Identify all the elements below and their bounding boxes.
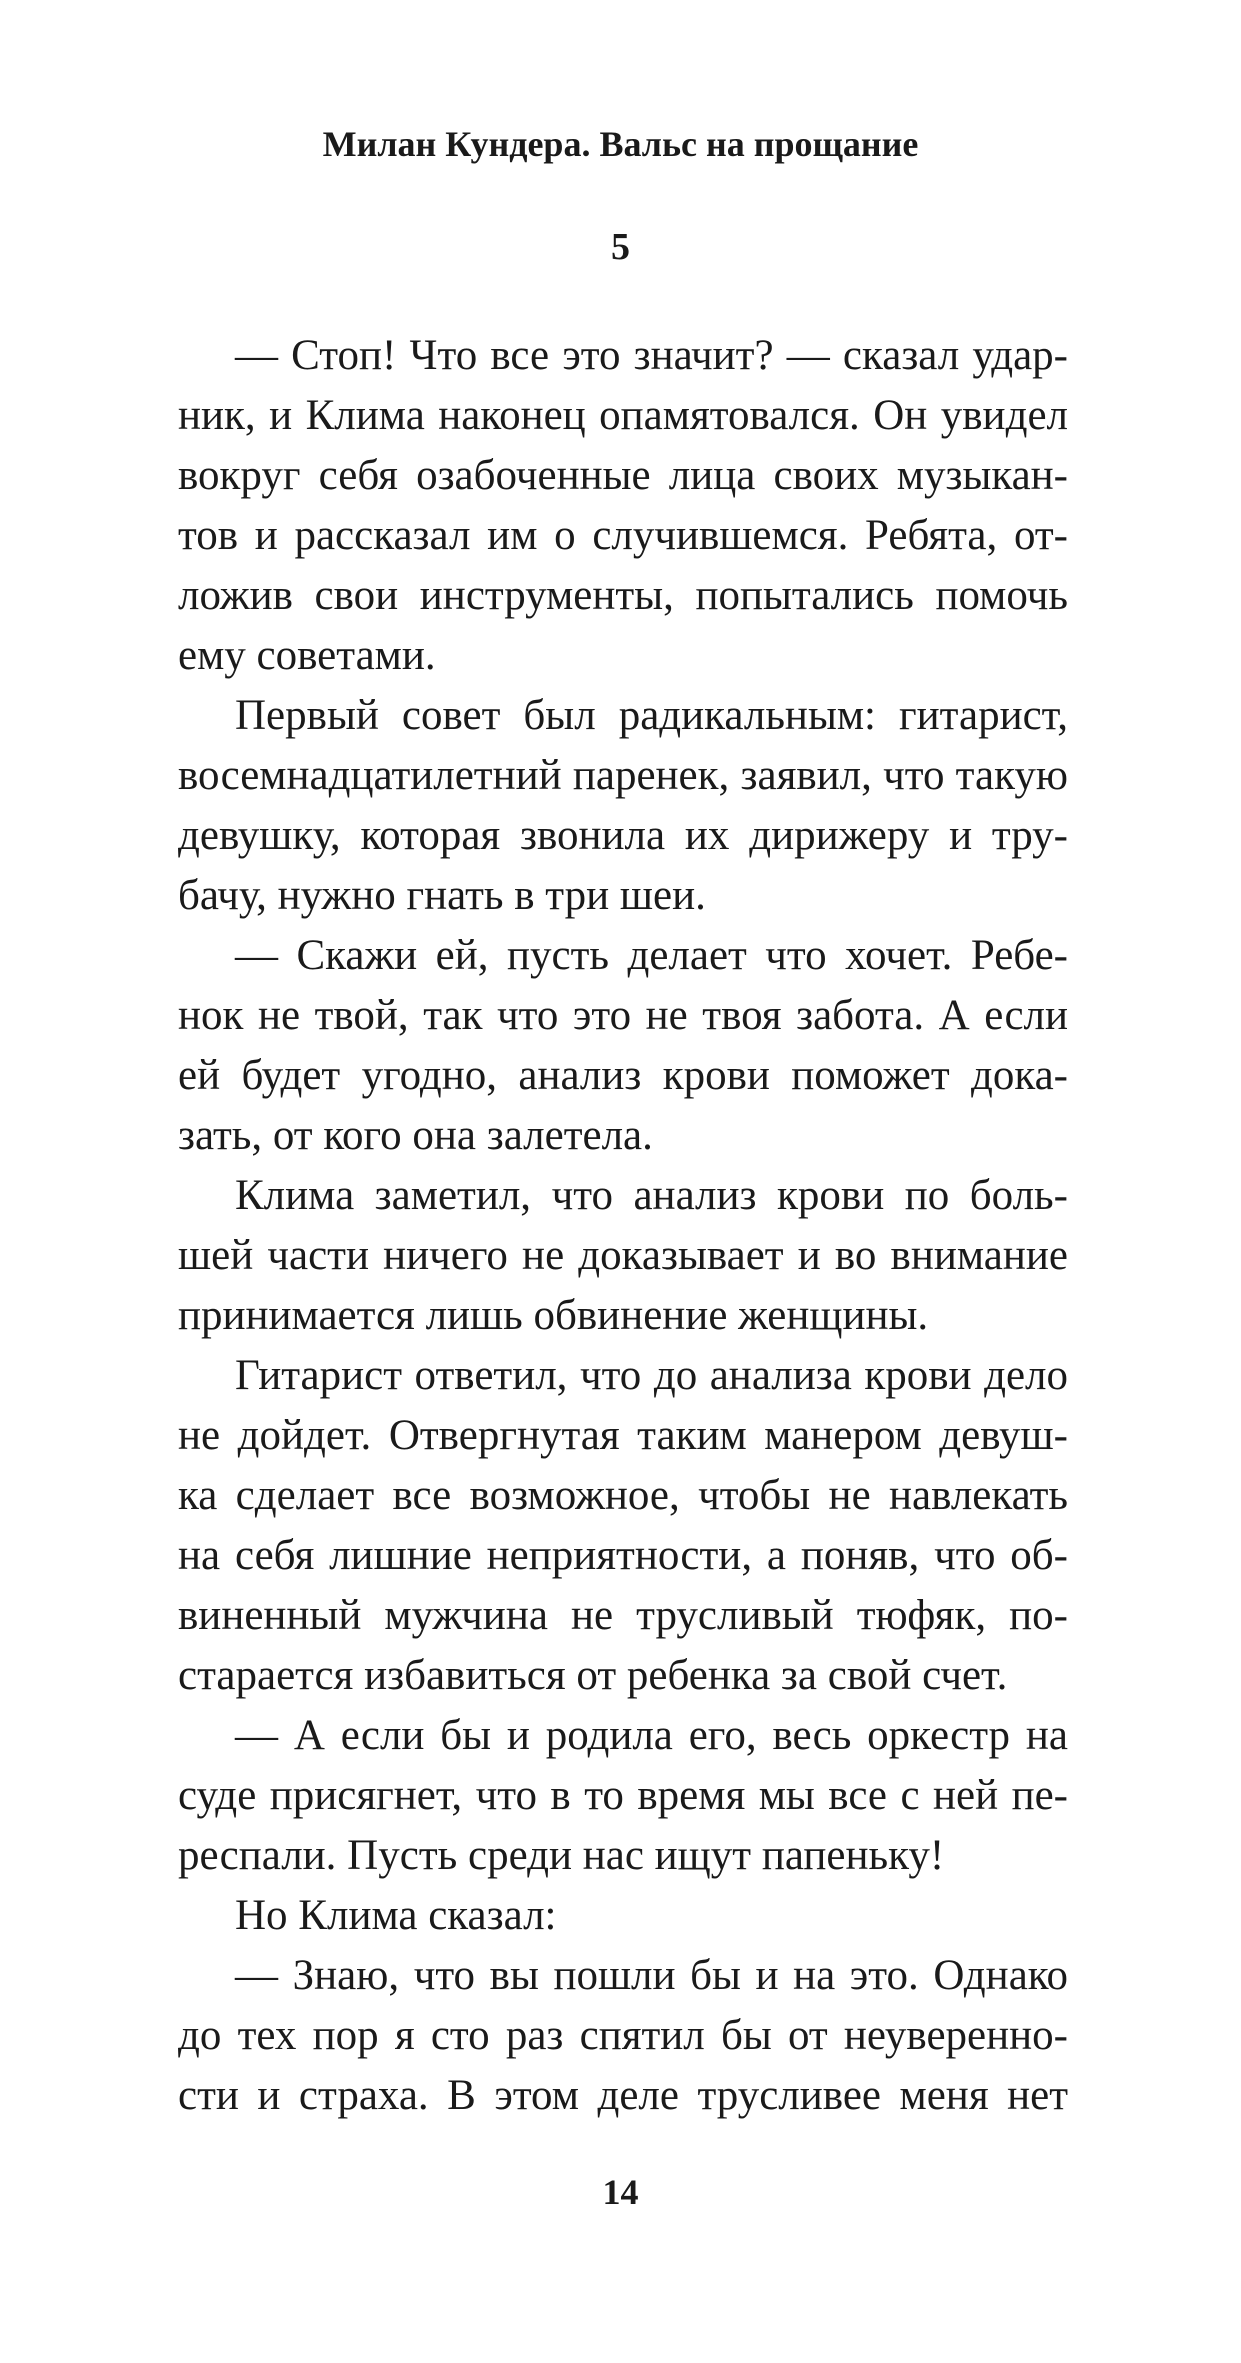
text-line: нок не твой, так что это не твоя забота. А если xyxy=(178,992,1068,1039)
text-line: на себя лишние неприятности, а поняв, что об- xyxy=(178,1532,1068,1579)
text-line: ка сделает все возможное, чтобы не навлекать xyxy=(178,1472,1068,1519)
text-line: бачу, нужно гнать в три шеи. xyxy=(178,872,706,919)
text-line: — Стоп! Что все это значит? — сказал удар- xyxy=(235,332,1068,379)
text-line: шей части ничего не доказывает и во внимание xyxy=(178,1232,1068,1279)
text-line: Но Клима сказал: xyxy=(235,1892,557,1939)
text-line: до тех пор я сто раз спятил бы от неуверенно- xyxy=(178,2012,1068,2059)
running-header: Милан Кундера. Вальс на прощание xyxy=(322,124,919,164)
text-line: не дойдет. Отвергнутая таким манером девуш- xyxy=(178,1412,1068,1459)
text-line: — А если бы и родила его, весь оркестр на xyxy=(235,1712,1068,1759)
text-line: восемнадцатилетний паренек, заявил, что такую xyxy=(178,752,1068,799)
text-line: вокруг себя озабоченные лица своих музыкан- xyxy=(178,452,1068,499)
text-line: ник, и Клима наконец опамятовался. Он увидел xyxy=(178,392,1068,439)
body-text xyxy=(178,326,1068,2126)
text-line: сти и страха. В этом деле трусливее меня нет xyxy=(178,2072,1068,2119)
text-line: ей будет угодно, анализ крови поможет дока- xyxy=(178,1052,1068,1099)
text-line: — Скажи ей, пусть делает что хочет. Ребе- xyxy=(235,932,1068,979)
text-line: девушку, которая звонила их дирижеру и тру- xyxy=(178,812,1068,859)
text-line: суде присягнет, что в то время мы все с ней пе- xyxy=(178,1772,1068,1819)
text-line: Гитарист ответил, что до анализа крови дело xyxy=(235,1352,1068,1399)
text-line: ложив свои инструменты, попытались помочь xyxy=(178,572,1068,619)
text-line: Клима заметил, что анализ крови по боль- xyxy=(235,1172,1068,1219)
text-line: ему советами. xyxy=(178,632,436,679)
text-line: Первый совет был радикальным: гитарист, xyxy=(235,692,1068,739)
text-line: респали. Пусть среди нас ищут папеньку! xyxy=(178,1832,945,1879)
text-line: — Знаю, что вы пошли бы и на это. Однако xyxy=(235,1952,1068,1999)
text-line: принимается лишь обвинение женщины. xyxy=(178,1292,929,1339)
text-line: зать, от кого она залетела. xyxy=(178,1112,653,1159)
page-number: 14 xyxy=(602,2172,639,2212)
chapter-number: 5 xyxy=(611,226,630,268)
text-line: старается избавиться от ребенка за свой счет. xyxy=(178,1652,1008,1699)
text-line: виненный мужчина не трусливый тюфяк, по- xyxy=(178,1592,1068,1639)
text-line: тов и рассказал им о случившемся. Ребята, от- xyxy=(178,512,1068,559)
